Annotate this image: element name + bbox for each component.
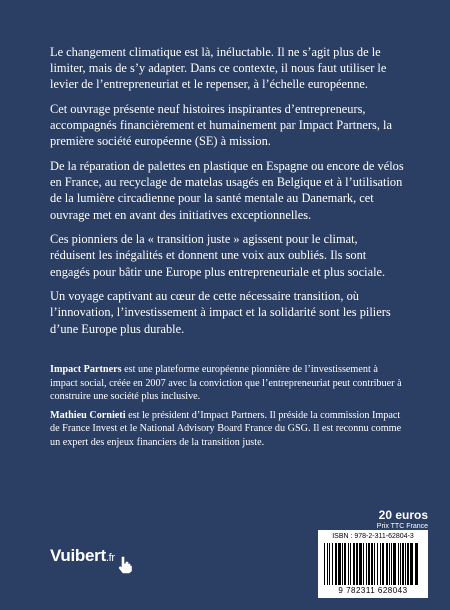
blurb [50,44,405,345]
barcode-bar [400,543,401,585]
barcode-bar [398,543,399,585]
publisher-logo [50,546,115,566]
publisher-suffix: .fr [105,552,115,564]
barcode-bar [353,543,355,585]
barcode-bar [377,543,378,585]
barcode-bar [348,543,349,585]
barcode-bar [335,543,337,585]
hand-cursor-icon [117,556,133,574]
barcode-bar [327,543,328,585]
blurb-paragraph-3: De la réparation de palettes en plastique en Espagne ou encore de vélos en France, au recyclage de matelas usagés en Belgique et à l’utilisation de la lumière circadienne pour la santé mentale au Danemark, cet ouvrage met en avant des initiatives exceptionnelles. [50,159,404,222]
barcode-bar [356,543,358,585]
barcode-bar [344,543,346,585]
price: 20 euros [378,508,428,522]
barcode-bar [391,543,392,585]
barcode-bars [324,543,422,587]
barcode-bar [402,543,404,585]
price-block [377,508,428,531]
bio-impact-partners [50,363,405,404]
barcode-bar [405,543,406,585]
barcode-bar [415,543,418,585]
bio-impact-name: Impact Partners [50,364,122,375]
barcode-bar [366,543,367,585]
barcode-bar [324,543,325,585]
barcode-bar [338,543,341,585]
bio-author [50,409,405,450]
barcode-bar [393,543,396,585]
barcode-bar [371,543,373,585]
price-note: Prix TTC France [376,523,428,530]
bio-author-text: est le président d’Impact Partners. Il préside la commission Impact de France Invest et le National Advisory Board France du GSG. Il est reconnu comme un expert des enjeux financiers de la transition juste. [50,409,402,448]
blurb-paragraph-1: Le changement climatique est là, inéluctable. Il ne s’agit plus de le limiter, mais de s’y adapter. Dans ce contexte, il nous faut utiliser le levier de l’entrepreneuriat et le repenser, à l’échelle européenne. [50,45,387,92]
barcode-digits: 9 782311 628043 [338,586,408,595]
barcode-bar [342,543,343,585]
barcode-bar [350,543,351,585]
blurb-paragraph-2: Cet ouvrage présente neuf histoires inspirantes d’entrepreneurs, accompagnés financièrement et humainement par Impact Partners, la première société européenne (SE) à mission. [50,102,392,149]
barcode-bar [359,543,362,585]
barcode-bar [380,543,381,585]
bio-author-name: Mathieu Cornieti [50,409,126,421]
barcode-bar [407,543,409,585]
barcode-bar [389,543,390,585]
blurb-paragraph-4: Ces pionniers de la « transition juste » agissent pour le climat, réduisent les inégalités et donnent une voix aux oubliés. Ils sont engagés pour bâtir une Europe plus entrepreneuriale et plus sociale. [50,232,386,279]
barcode-bar [332,543,333,585]
publisher-name: Vuibert [50,546,106,565]
blurb-paragraph-5: Un voyage captivant au cœur de cette nécessaire transition, où l’innovation, l’investissement à impact et la solidarité sont les piliers d’une Europe plus durable. [50,289,391,336]
barcode-bar [410,543,413,585]
bio-impact-text: est une plateforme européenne pionnière de l’investissement à impact social, créée en 2007 avec la conviction que l’entrepreneuriat peut contribuer à construire une société plus inclusive. [50,364,402,403]
barcode-bar [329,543,330,585]
barcode [318,530,428,598]
bios [50,363,405,455]
isbn-label: ISBN : 978-2-311-62804-3 [332,533,414,540]
barcode-bar [363,543,364,585]
barcode-bar [368,543,370,585]
barcode-bar [386,543,388,585]
barcode-bar [374,543,375,585]
barcode-bar [382,543,384,585]
